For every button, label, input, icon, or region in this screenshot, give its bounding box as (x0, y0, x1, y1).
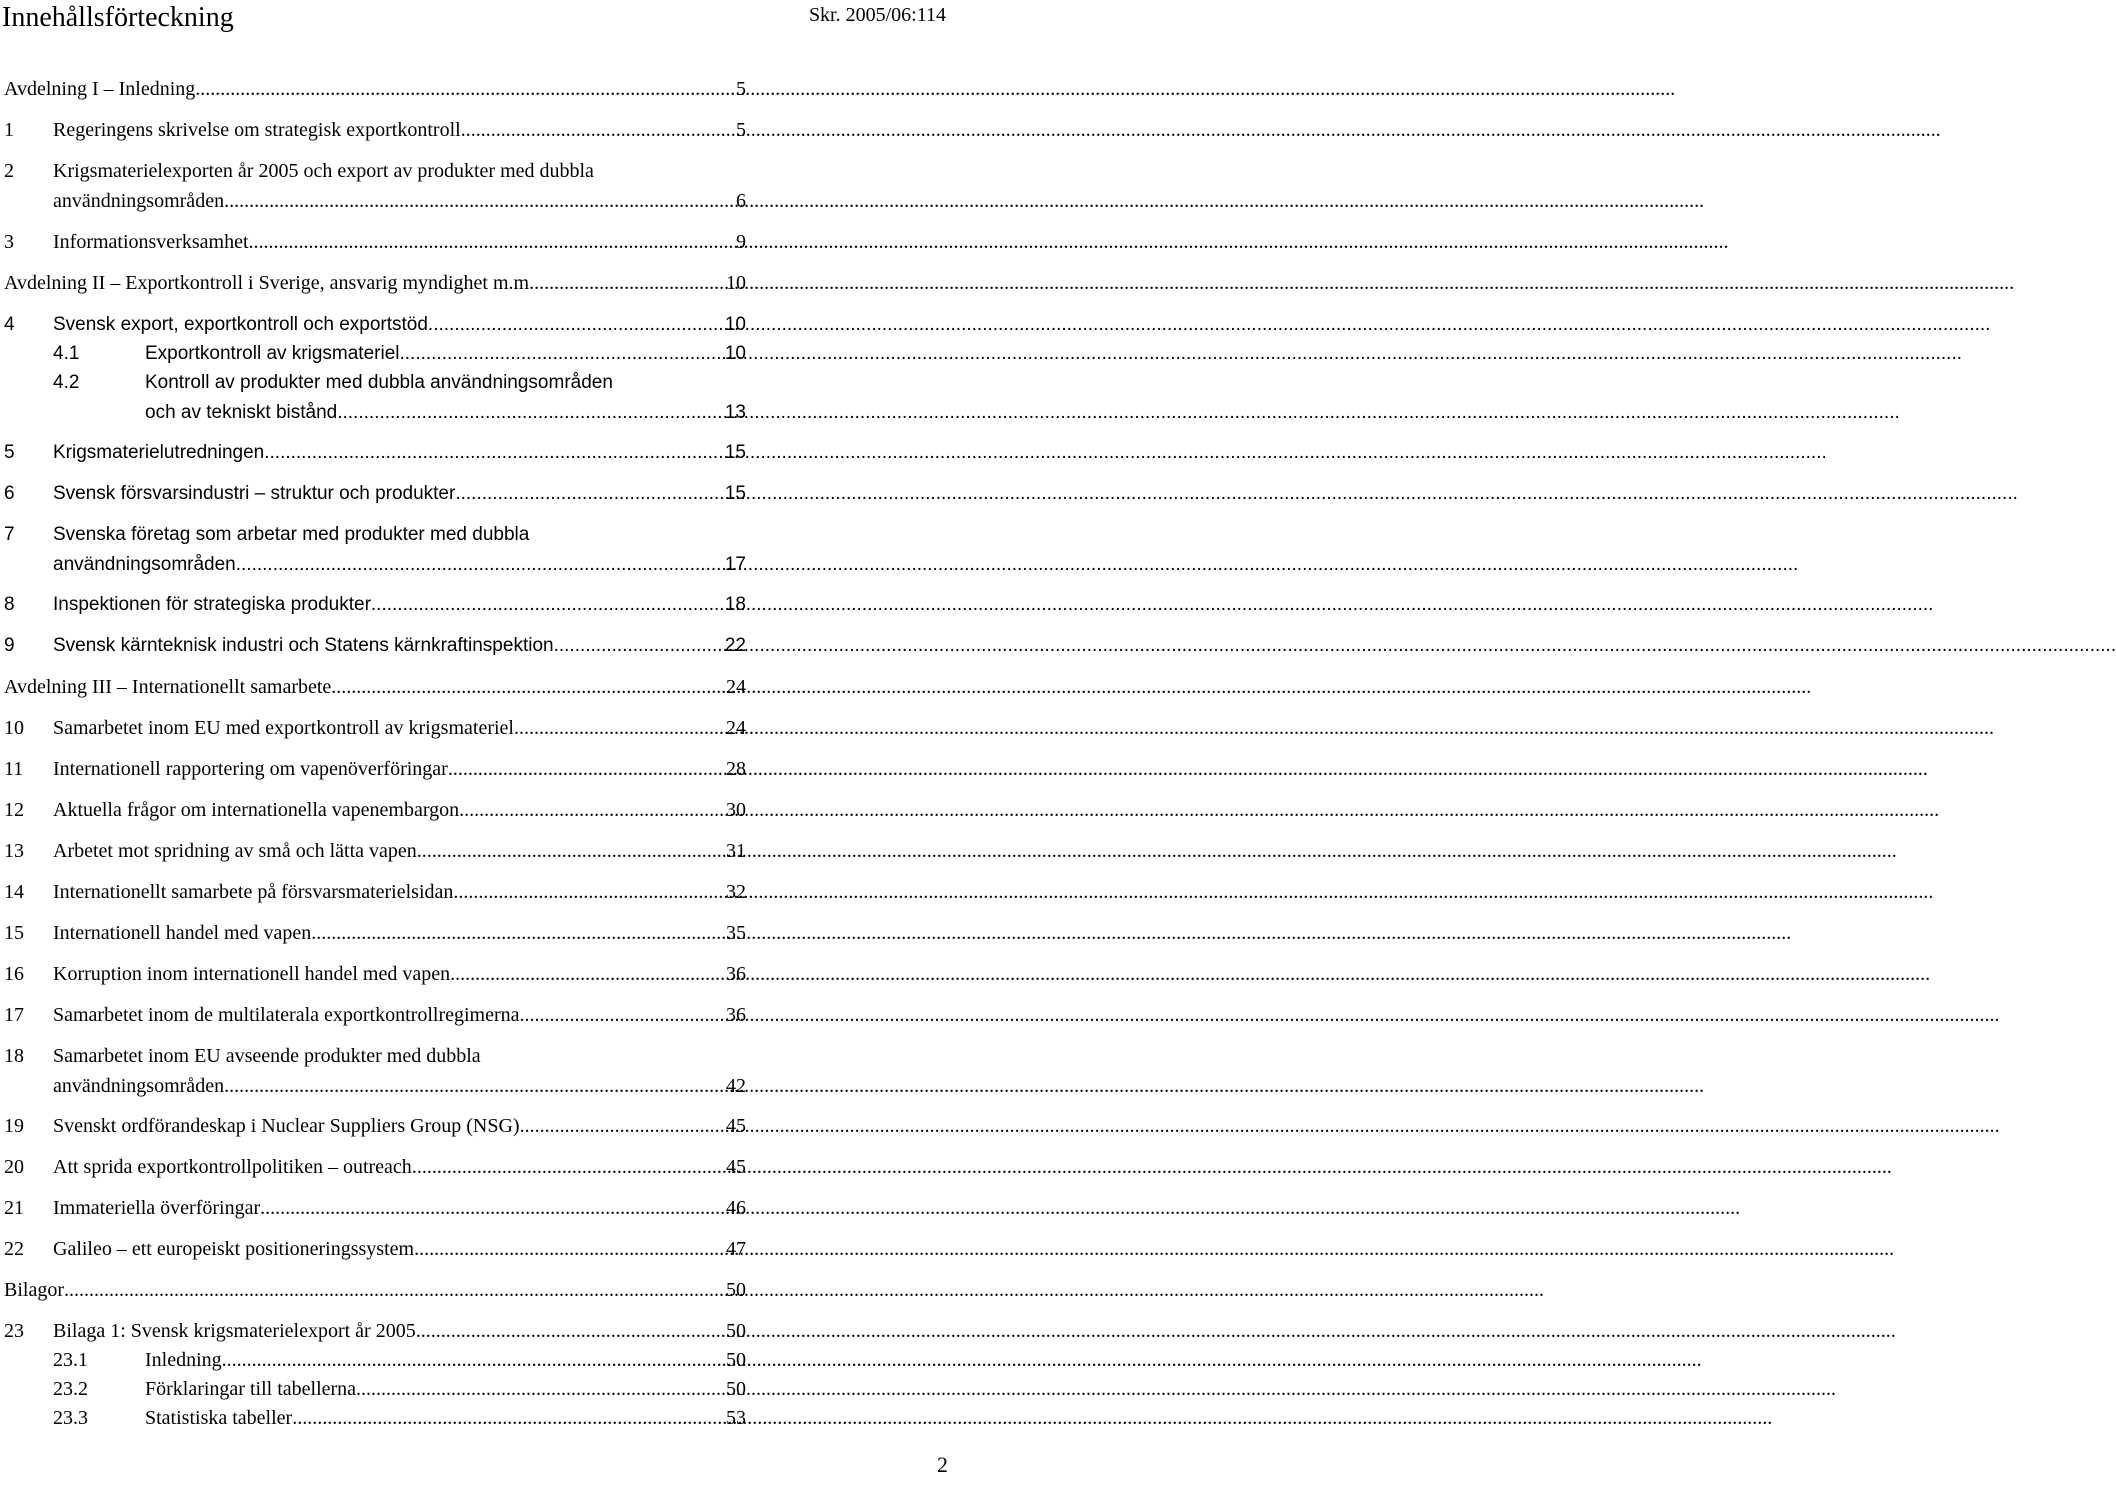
toc-entry-title: Bilagor (4, 1279, 64, 1301)
toc-entry-page: 35 (726, 922, 746, 944)
dot-leader (461, 116, 734, 144)
toc-entry-number: 10 (4, 717, 24, 739)
toc-entry-title-continued: användningsområden (53, 554, 236, 575)
dot-leader (222, 1346, 724, 1374)
dot-leader (448, 755, 724, 783)
toc-entry-page: 36 (726, 1004, 746, 1026)
dot-leader (224, 187, 734, 215)
dot-leader (64, 1276, 724, 1304)
toc-entry-number: 4 (4, 314, 15, 335)
dot-leader (455, 480, 723, 508)
page-number: 2 (937, 1452, 948, 1477)
dot-leader (311, 919, 724, 947)
dot-leader (416, 1317, 724, 1345)
toc-entry-title: Krigsmaterielexporten år 2005 och export av produkter med dubbla (53, 160, 594, 182)
toc-entry-number: 4.2 (53, 372, 80, 393)
toc-entry-number: 3 (4, 231, 14, 253)
toc-entry-title: Arbetet mot spridning av små och lätta vapen (53, 840, 417, 862)
toc-entry-number: 8 (4, 594, 15, 615)
toc-entry-page: 18 (724, 594, 746, 615)
toc-entry-title: Inspektionen för strategiska produkter (53, 594, 371, 615)
page-header (2, 0, 946, 40)
toc-entry-number: 23 (4, 1320, 24, 1342)
toc-entry-title: Svensk försvarsindustri – struktur och produkter (53, 483, 456, 504)
dot-leader (331, 673, 724, 701)
dot-leader (417, 837, 724, 865)
dot-leader (453, 878, 724, 906)
toc-entry-page: 10 (724, 314, 746, 335)
dot-leader (554, 632, 723, 660)
toc-entry-page: 24 (726, 676, 746, 698)
toc-entry-number: 23.1 (53, 1349, 88, 1371)
dot-leader (292, 1404, 724, 1432)
toc-entry-page: 45 (726, 1156, 746, 1178)
toc-entry-title: Svensk export, exportkontroll och exportstöd (53, 314, 428, 335)
dot-leader (520, 1001, 724, 1029)
toc-entry-number: 17 (4, 1004, 24, 1026)
dot-leader (520, 1112, 724, 1140)
toc-entry-title: Samarbetet inom EU med exportkontroll av krigsmateriel (53, 717, 514, 739)
dot-leader (428, 311, 723, 339)
toc-entry-page: 10 (724, 343, 746, 364)
toc-entry-number: 9 (4, 635, 15, 656)
toc-entry-title: Avdelning I – Inledning (4, 78, 196, 100)
toc-entry-page: 47 (726, 1238, 746, 1260)
dot-leader (412, 1153, 724, 1181)
dot-leader (459, 796, 724, 824)
toc-entry-page: 45 (726, 1115, 746, 1137)
toc-entry-title: Bilaga 1: Svensk krigsmaterielexport år 2005 (53, 1320, 416, 1342)
toc-entry-title-continued: och av tekniskt bistånd (145, 402, 338, 423)
toc-entry-title: Samarbetet inom de multilaterala exportkontrollregimerna (53, 1004, 520, 1026)
toc-entry-page: 24 (726, 717, 746, 739)
toc-entry-number: 20 (4, 1156, 24, 1178)
toc-entry-number: 6 (4, 483, 15, 504)
toc-entry-page: 6 (736, 190, 746, 212)
toc-entry-title: Förklaringar till tabellerna (145, 1378, 357, 1400)
toc-entry-page: 53 (726, 1407, 746, 1429)
toc-entry-page: 46 (726, 1197, 746, 1219)
toc-entry-number: 2 (4, 160, 14, 182)
toc-entry-title: Krigsmaterielutredningen (53, 442, 265, 463)
toc-entry-title: Samarbetet inom EU avseende produkter med dubbla (53, 1045, 481, 1067)
toc-entry-page: 50 (726, 1378, 746, 1400)
toc-entry-number: 22 (4, 1238, 24, 1260)
toc-entry-number: 1 (4, 119, 14, 141)
toc-entry-title: Avdelning II – Exportkontroll i Sverige, ansvarig myndighet m.m. (4, 272, 535, 294)
dot-leader (514, 714, 724, 742)
toc-entry-title-continued: användningsområden (53, 190, 225, 212)
toc-entry-page: 15 (724, 483, 746, 504)
toc-entry-page: 22 (724, 635, 746, 656)
document-reference: Skr. 2005/06:114 (808, 4, 946, 26)
dot-leader (356, 1375, 724, 1403)
dot-leader (260, 1194, 724, 1222)
dot-leader (264, 439, 723, 467)
toc-entry-number: 16 (4, 963, 24, 985)
toc-entry-title: Att sprida exportkontrollpolitiken – outreach (53, 1156, 412, 1178)
toc-entry-title: Galileo – ett europeiskt positioneringssystem (53, 1238, 415, 1260)
toc-entry-title: Informationsverksamhet (53, 231, 249, 253)
toc-entry-title: Exportkontroll av krigsmateriel (145, 343, 400, 364)
dot-leader (224, 1072, 724, 1100)
toc-entry-number: 13 (4, 840, 24, 862)
toc-entry-number: 4.1 (53, 343, 80, 364)
toc-entry-page: 50 (726, 1320, 746, 1342)
toc-entry-title: Statistiska tabeller (145, 1407, 293, 1429)
toc-entry-page: 15 (724, 442, 746, 463)
toc-entry-page: 36 (726, 963, 746, 985)
toc-entry-title: Svenska företag som arbetar med produkter med dubbla (53, 524, 530, 545)
toc-entry-page: 31 (726, 840, 746, 862)
toc-entry-page: 30 (726, 799, 746, 821)
toc-entry-number: 11 (4, 758, 24, 780)
toc-entry-number: 18 (4, 1045, 24, 1067)
page-title: Innehållsförteckning (2, 2, 234, 33)
dot-leader (450, 960, 724, 988)
toc-entry-title: Korruption inom internationell handel med vapen (53, 963, 451, 985)
toc-entry-title: Regeringens skrivelse om strategisk exportkontroll (53, 119, 461, 141)
toc-entry-page: 32 (726, 881, 746, 903)
toc-entry-title: Svenskt ordförandeskap i Nuclear Suppliers Group (NSG) (53, 1115, 520, 1137)
dot-leader (249, 228, 735, 256)
toc-entry-page: 50 (726, 1279, 746, 1301)
toc-entry-title-continued: användningsområden (53, 1075, 225, 1097)
toc-entry-title: Internationell rapportering om vapenöverföringar (53, 758, 448, 780)
toc-entry-number: 19 (4, 1115, 24, 1137)
toc-entry-title: Internationellt samarbete på försvarsmaterielsidan (53, 881, 454, 903)
toc-entry-page: 9 (736, 231, 746, 253)
dot-leader (399, 340, 722, 368)
toc-entry-title: Kontroll av produkter med dubbla användningsområden (145, 372, 613, 393)
toc-entry-page: 28 (726, 758, 746, 780)
toc-entry-title: Internationell handel med vapen (53, 922, 312, 944)
toc-entry-title: Avdelning III – Internationellt samarbete (4, 676, 332, 698)
toc-entry-title: Aktuella frågor om internationella vapenembargon (53, 799, 460, 821)
toc-entry-page: 50 (726, 1349, 746, 1371)
dot-leader (534, 269, 724, 297)
toc-entry-number: 21 (4, 1197, 24, 1219)
toc-entry-number: 23.3 (53, 1407, 88, 1429)
toc-entry-page: 10 (726, 272, 746, 294)
toc-entry-number: 23.2 (53, 1378, 88, 1400)
toc-entry-title: Inledning (145, 1349, 222, 1371)
dot-leader (414, 1235, 724, 1263)
toc-entry-title: Immateriella överföringar (53, 1197, 261, 1219)
dot-leader (236, 551, 723, 579)
toc-entry-page: 17 (724, 554, 746, 575)
toc-entry-number: 12 (4, 799, 24, 821)
toc-entry-number: 14 (4, 881, 24, 903)
toc-entry-title: Svensk kärnteknisk industri och Statens kärnkraftinspektion (53, 635, 554, 656)
dot-leader (195, 75, 734, 103)
dot-leader (337, 399, 723, 427)
toc-entry-page: 13 (724, 402, 746, 423)
toc-entry-page: 42 (726, 1075, 746, 1097)
toc-entry-number: 7 (4, 524, 15, 545)
dot-leader (371, 591, 723, 619)
toc-entry-page: 5 (736, 78, 746, 100)
toc-entry-number: 15 (4, 922, 24, 944)
toc-entry-page: 5 (736, 119, 746, 141)
toc-entry-number: 5 (4, 442, 15, 463)
